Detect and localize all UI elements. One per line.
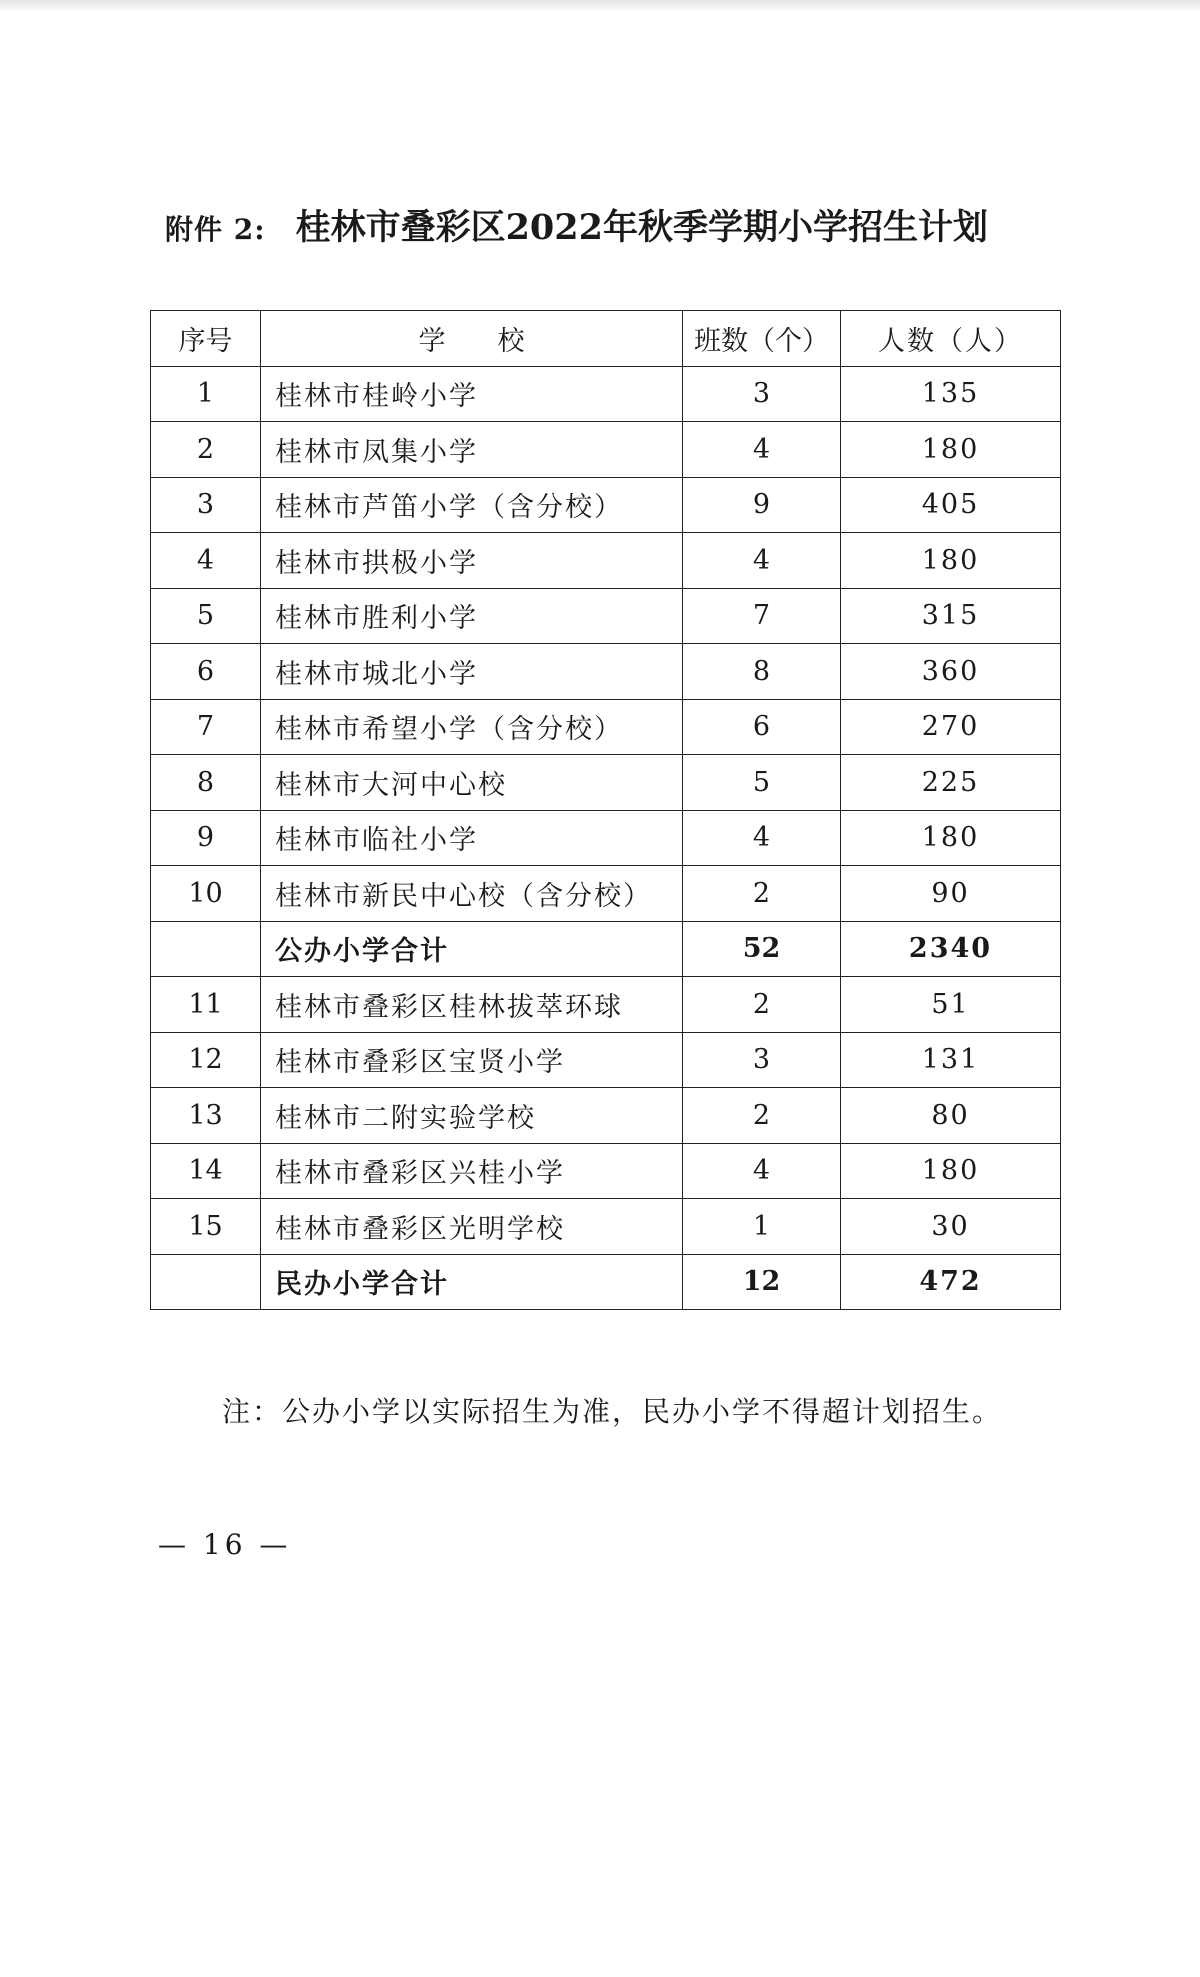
school-name: 桂林市大河中心校 — [261, 755, 683, 811]
document-title — [165, 200, 1065, 250]
class-count: 3 — [683, 1032, 841, 1088]
student-count: 180 — [841, 1143, 1061, 1199]
table-header-row — [151, 311, 1061, 367]
row-number: 3 — [151, 477, 261, 533]
table-row — [151, 366, 1061, 422]
row-number: 6 — [151, 644, 261, 700]
row-number: 5 — [151, 588, 261, 644]
header-school: 学校 — [261, 311, 683, 367]
subtotal-label: 民办小学合计 — [261, 1254, 683, 1310]
student-count: 315 — [841, 588, 1061, 644]
page-title: 桂林市叠彩区2022年秋季学期小学招生计划 — [295, 207, 988, 248]
table-row — [151, 1143, 1061, 1199]
row-number: 15 — [151, 1199, 261, 1255]
row-number: 8 — [151, 755, 261, 811]
class-count: 4 — [683, 533, 841, 589]
class-count: 2 — [683, 866, 841, 922]
row-number: 7 — [151, 699, 261, 755]
school-name: 桂林市新民中心校（含分校） — [261, 866, 683, 922]
class-count: 3 — [683, 366, 841, 422]
student-count: 131 — [841, 1032, 1061, 1088]
table-row — [151, 1088, 1061, 1144]
subtotal-no-cell — [151, 1254, 261, 1310]
school-name: 桂林市桂岭小学 — [261, 366, 683, 422]
table-row — [151, 1032, 1061, 1088]
row-number: 10 — [151, 866, 261, 922]
row-number: 2 — [151, 422, 261, 478]
school-name: 桂林市叠彩区光明学校 — [261, 1199, 683, 1255]
private-subtotal-row — [151, 1254, 1061, 1310]
row-number: 12 — [151, 1032, 261, 1088]
student-count: 180 — [841, 533, 1061, 589]
school-name: 桂林市临社小学 — [261, 810, 683, 866]
student-count: 30 — [841, 1199, 1061, 1255]
student-count: 180 — [841, 810, 1061, 866]
school-name: 桂林市希望小学（含分校） — [261, 699, 683, 755]
row-number: 1 — [151, 366, 261, 422]
class-count: 7 — [683, 588, 841, 644]
attachment-label: 附件 2: — [165, 213, 266, 246]
student-count: 405 — [841, 477, 1061, 533]
table-row — [151, 588, 1061, 644]
table-row — [151, 866, 1061, 922]
class-count: 2 — [683, 1088, 841, 1144]
table-row — [151, 755, 1061, 811]
class-count: 1 — [683, 1199, 841, 1255]
school-name: 桂林市城北小学 — [261, 644, 683, 700]
school-name: 桂林市叠彩区宝贤小学 — [261, 1032, 683, 1088]
subtotal-no-cell — [151, 921, 261, 977]
class-count: 8 — [683, 644, 841, 700]
student-count: 270 — [841, 699, 1061, 755]
subtotal-students: 2340 — [841, 921, 1061, 977]
table-row — [151, 533, 1061, 589]
subtotal-students: 472 — [841, 1254, 1061, 1310]
scan-edge — [0, 0, 1200, 12]
school-name: 桂林市凤集小学 — [261, 422, 683, 478]
class-count: 4 — [683, 810, 841, 866]
table-row — [151, 810, 1061, 866]
class-count: 6 — [683, 699, 841, 755]
school-name: 桂林市叠彩区兴桂小学 — [261, 1143, 683, 1199]
subtotal-label: 公办小学合计 — [261, 921, 683, 977]
table-row — [151, 699, 1061, 755]
school-name: 桂林市胜利小学 — [261, 588, 683, 644]
table-row — [151, 1199, 1061, 1255]
row-number: 13 — [151, 1088, 261, 1144]
row-number: 4 — [151, 533, 261, 589]
table-row — [151, 644, 1061, 700]
student-count: 90 — [841, 866, 1061, 922]
enrollment-plan-table — [150, 310, 1061, 1310]
class-count: 5 — [683, 755, 841, 811]
page-number: — 16 — — [158, 1528, 292, 1561]
header-no: 序号 — [151, 311, 261, 367]
class-count: 4 — [683, 1143, 841, 1199]
header-classes: 班数（个） — [683, 311, 841, 367]
table-row — [151, 422, 1061, 478]
student-count: 51 — [841, 977, 1061, 1033]
student-count: 360 — [841, 644, 1061, 700]
row-number: 14 — [151, 1143, 261, 1199]
row-number: 9 — [151, 810, 261, 866]
school-name: 桂林市芦笛小学（含分校） — [261, 477, 683, 533]
footnote: 注：公办小学以实际招生为准，民办小学不得超计划招生。 — [222, 1395, 1003, 1428]
student-count: 80 — [841, 1088, 1061, 1144]
table-row — [151, 477, 1061, 533]
subtotal-classes: 52 — [683, 921, 841, 977]
school-name: 桂林市拱极小学 — [261, 533, 683, 589]
table-row — [151, 977, 1061, 1033]
class-count: 2 — [683, 977, 841, 1033]
student-count: 225 — [841, 755, 1061, 811]
class-count: 4 — [683, 422, 841, 478]
subtotal-classes: 12 — [683, 1254, 841, 1310]
student-count: 180 — [841, 422, 1061, 478]
school-name: 桂林市二附实验学校 — [261, 1088, 683, 1144]
row-number: 11 — [151, 977, 261, 1033]
school-name: 桂林市叠彩区桂林拔萃环球 — [261, 977, 683, 1033]
public-subtotal-row — [151, 921, 1061, 977]
class-count: 9 — [683, 477, 841, 533]
header-students: 人数（人） — [841, 311, 1061, 367]
student-count: 135 — [841, 366, 1061, 422]
